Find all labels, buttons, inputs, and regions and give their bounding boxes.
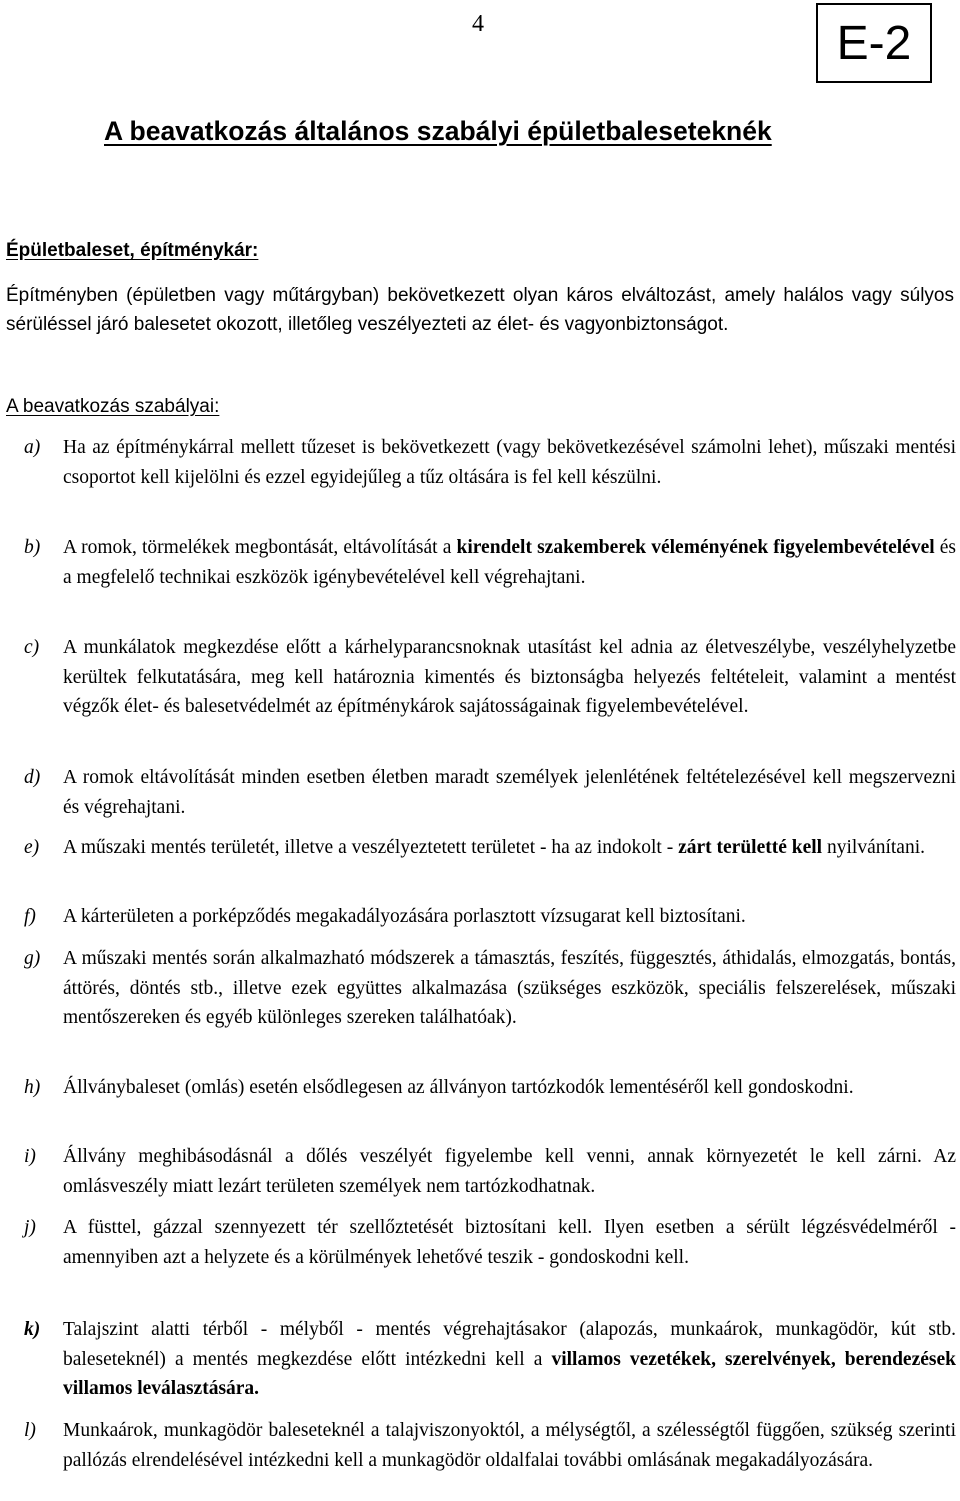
rule-text-segment: A munkálatok megkezdése előtt a kárhelyparancsnoknak utasítást kel adnia az életveszélybe, veszélyhelyzetbe kerültek felkutatására, meg kell határoznia kimentés és biztonságba helyezés feltételeit, valamint a mentést végzők élet- és balesetvédelmét az építménykárok sajátosságainak figyelembevételével. (63, 637, 956, 717)
rule-item (24, 833, 956, 863)
definition-text: Építményben (épületben vagy műtárgyban) bekövetkezett olyan káros elváltozást, amely halálos vagy súlyos sérüléssel járó balesetet okozott, illetőleg veszélyezteti az élet- és vagyonbiztonságot. (6, 285, 954, 335)
rule-text-segment: Talajszint alatti térből - mélyből - mentés végrehajtásakor (alapozás, munkaárok, munkagödör, kút stb. baleseteknél) a mentés megkezdése előtt intézkedni kell a (63, 1319, 956, 1370)
rule-text-emphasis: zárt területté kell (678, 837, 823, 858)
rule-text-segment: A romok, törmelékek megbontását, eltávolítását a (63, 537, 457, 558)
rule-letter: d) (24, 767, 41, 788)
rule-text (63, 1213, 956, 1272)
rule-text (63, 944, 956, 1033)
rule-text (63, 1416, 956, 1475)
rule-item (24, 763, 956, 822)
rule-text (63, 433, 956, 492)
rule-letter: f) (24, 906, 36, 927)
rule-text (63, 833, 956, 863)
rule-text (63, 1142, 956, 1201)
rule-text-segment: Ha az építménykárral mellett tűzeset is bekövetkezett (vagy bekövetkezésével számolni lehet), műszaki mentési csoportot kell kijelölni és ezzel egyidejűleg a tűz oltására is fel kell készülni. (63, 437, 956, 488)
rule-text (63, 633, 956, 722)
rule-item (24, 902, 956, 932)
rule-text (63, 1073, 956, 1103)
rule-text (63, 902, 956, 932)
rule-letter: g) (24, 948, 41, 969)
rule-letter: l) (24, 1420, 36, 1441)
rule-text-segment: és a megfelelő technikai eszközök igénybevételével kell végrehajtani. (63, 537, 956, 588)
rule-item (24, 1213, 956, 1272)
rule-text-segment: A kárterületen a porképződés megakadályozására porlasztott vízsugarat kell biztosítani. (63, 906, 746, 927)
rule-item (24, 1315, 956, 1404)
rule-text-segment: Állványbaleset (omlás) esetén elsődlegesen az állványon tartózkodók lementéséről kell gondoskodni. (63, 1077, 854, 1098)
rule-text-segment: nyilvánítani. (822, 837, 926, 858)
rule-letter: b) (24, 537, 41, 558)
rule-item (24, 1142, 956, 1201)
rule-text-segment: A műszaki mentés területét, illetve a veszélyeztetett területet - ha az indokolt - (63, 837, 679, 858)
rule-text (63, 1315, 956, 1404)
rule-item (24, 1073, 956, 1103)
rule-item (24, 1416, 956, 1475)
rule-letter: a) (24, 437, 41, 458)
document-code-box: E-2 (816, 3, 932, 83)
rules-heading: A beavatkozás szabályai: (6, 396, 220, 417)
definition-heading: Épületbaleset, építménykár: (6, 240, 259, 261)
rule-text (63, 763, 956, 822)
rule-item (24, 633, 956, 722)
page-title: A beavatkozás általános szabályi épületbaleseteknék (104, 116, 772, 146)
rule-letter: j) (24, 1217, 36, 1238)
rule-text-segment: A romok eltávolítását minden esetben életben maradt személyek jelenlétének feltételezésével kell megszervezni és végrehajtani. (63, 767, 956, 818)
rule-letter: c) (24, 637, 40, 658)
rule-text-segment: A füsttel, gázzal szennyezett tér szellőztetését biztosítani kell. Ilyen esetben a sérült légzésvédelméről - amennyiben azt a helyzete és a körülmények lehetővé teszik - gondoskodni kell. (63, 1217, 956, 1268)
rule-letter: h) (24, 1077, 41, 1098)
rule-text-emphasis: kirendelt szakemberek véleményének figyelembevételével (456, 537, 935, 558)
rule-letter: k) (24, 1319, 41, 1340)
page-number: 4 (472, 11, 484, 37)
rule-text-segment: Munkaárok, munkagödör baleseteknél a talajviszonyoktól, a mélységtől, a szélességtől függően, szükség szerinti pallózás elrendelésével intézkedni kell a munkagödör oldalfalai további omlásának megakadályozására. (63, 1420, 956, 1471)
rule-item (24, 533, 956, 592)
rule-item (24, 944, 956, 1033)
rule-letter: e) (24, 837, 40, 858)
rule-text-emphasis: villamos vezetékek, szerelvények, berendezések villamos leválasztására. (63, 1348, 956, 1399)
rule-letter: i) (24, 1146, 36, 1167)
rule-item (24, 433, 956, 492)
rule-text (63, 533, 956, 592)
rule-text-segment: A műszaki mentés során alkalmazható módszerek a támasztás, feszítés, függesztés, áthidalás, elmozgatás, bontás, áttörés, döntés stb., illetve ezek együttes alkalmazása (szükséges eszközök, speciális felszerelések, műszaki mentőszereken és egyéb különleges szereken találhatóak). (63, 948, 956, 1028)
rule-text-segment: Állvány meghibásodásnál a dőlés veszélyét figyelembe kell venni, annak környezetét le kell zárni. Az omlásveszély miatt lezárt területen személyek nem tartózkodhatnak. (63, 1146, 956, 1197)
